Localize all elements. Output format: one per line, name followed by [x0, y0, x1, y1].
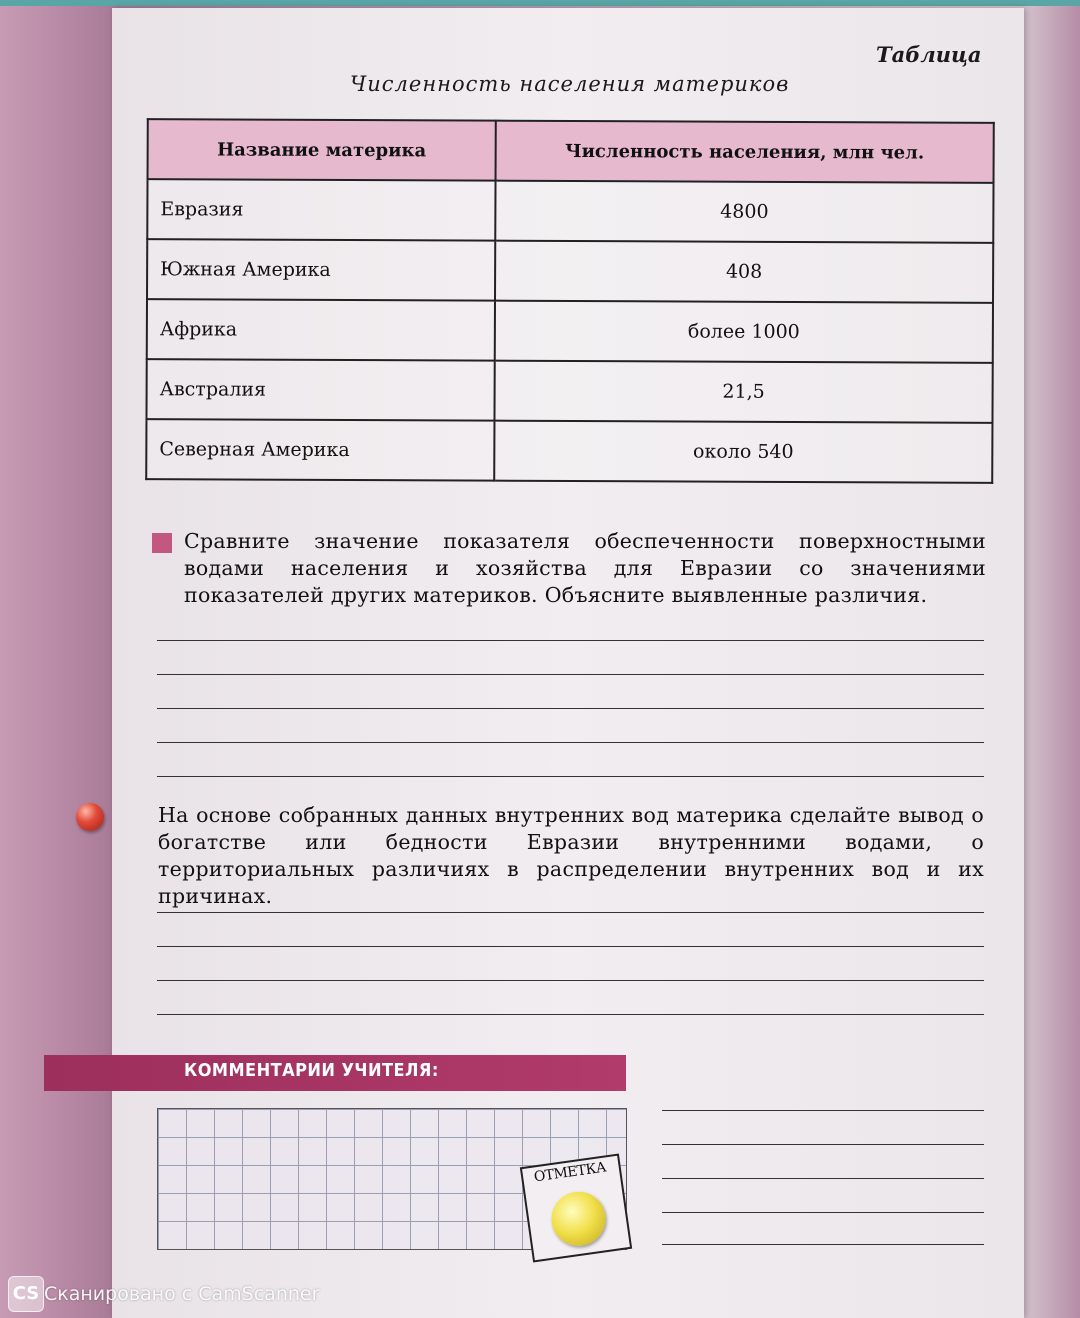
watermark-text: Сканировано с CamScanner: [44, 1283, 320, 1305]
answer-line-2[interactable]: [157, 674, 984, 675]
answer-line-6[interactable]: [157, 912, 984, 913]
table-header-row: [148, 119, 994, 183]
population-table: [145, 118, 995, 484]
population-value: более 1000: [495, 301, 993, 363]
task-marker-square-icon: [152, 533, 172, 553]
answer-line-9[interactable]: [157, 1014, 984, 1015]
table-row: [147, 299, 993, 363]
table-row: [146, 419, 992, 483]
top-edge-strip: [0, 0, 1080, 6]
answer-line-1[interactable]: [157, 640, 984, 641]
continent-name: Южная Америка: [147, 239, 495, 301]
grade-stamp: [520, 1154, 632, 1263]
comment-line-5[interactable]: [662, 1244, 984, 1245]
continent-name: Евразия: [147, 179, 495, 241]
continent-name: Северная Америка: [146, 419, 494, 481]
header-population: Численность населения, млн чел.: [496, 121, 994, 183]
continent-name: Африка: [147, 299, 495, 361]
answer-line-5[interactable]: [157, 776, 984, 777]
table-caption-title: Численность населения материков: [350, 72, 790, 96]
grade-label: ОТМЕТКА: [532, 1159, 608, 1186]
continent-name: Австралия: [146, 359, 494, 421]
table-row: [146, 359, 992, 423]
population-value: 408: [495, 241, 993, 303]
table-row: [147, 179, 993, 243]
comment-line-2[interactable]: [662, 1144, 984, 1145]
comment-line-1[interactable]: [662, 1110, 984, 1111]
population-value: около 540: [494, 421, 992, 483]
answer-line-3[interactable]: [157, 708, 984, 709]
task-1-text: Сравните значение показателя обеспеченности поверхностными водами населения и хозяйства для Евразии со значениями показателей других материков. Объясните выявленные различия.: [184, 529, 986, 607]
task-2-text: На основе собранных данных внутренних вод материка сделайте вывод о богатстве или бедности Евразии внутренними водами, о территориальных различиях в распределении внутренних вод и их причинах.: [158, 803, 984, 908]
answer-line-4[interactable]: [157, 742, 984, 743]
table-row: [147, 239, 993, 303]
population-value: 4800: [495, 181, 993, 243]
comments-label: КОММЕНТАРИИ УЧИТЕЛЯ:: [184, 1060, 439, 1081]
population-value: 21,5: [494, 361, 992, 423]
comment-line-4[interactable]: [662, 1212, 984, 1213]
header-continent: Название материка: [148, 119, 496, 181]
comment-line-3[interactable]: [662, 1178, 984, 1179]
task-marker-ball-icon: [76, 803, 104, 831]
camscanner-logo-icon: CS: [8, 1276, 44, 1312]
answer-line-7[interactable]: [157, 946, 984, 947]
table-caption-label: Таблица: [876, 42, 982, 67]
grade-coin-icon: [548, 1188, 609, 1249]
answer-line-8[interactable]: [157, 980, 984, 981]
